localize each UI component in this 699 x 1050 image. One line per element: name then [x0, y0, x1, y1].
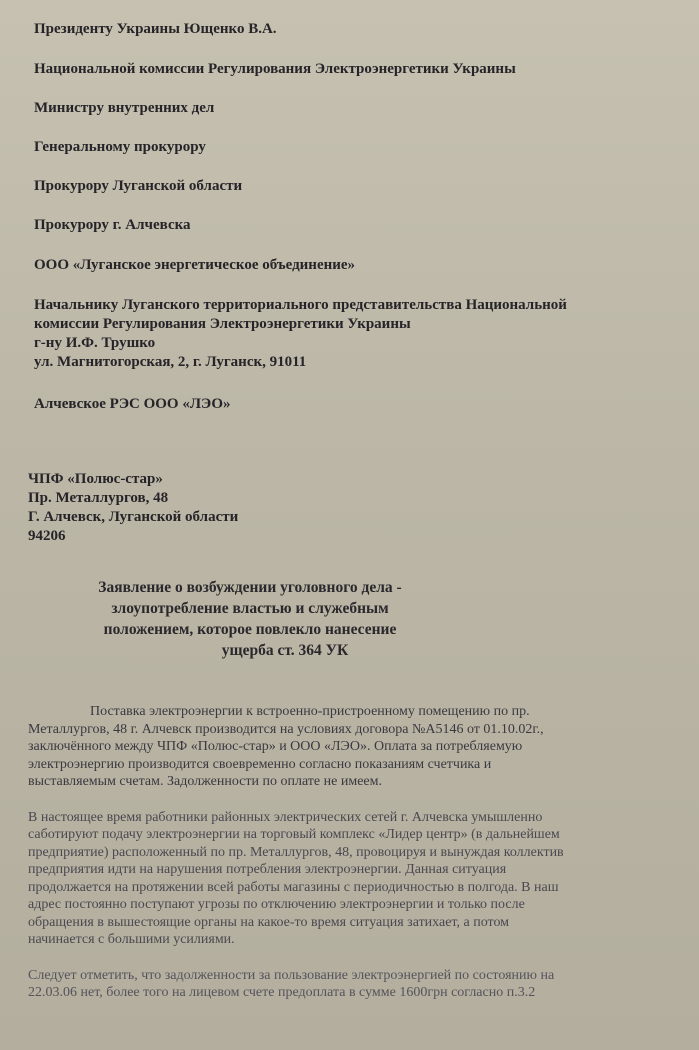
addressee-rep-line: комиссии Регулирования Электроэнергетики Украины	[34, 316, 411, 332]
paragraph-line: Следует отметить, что задолженности за пользование электроэнергией по состоянию на	[28, 967, 555, 983]
sender-block	[28, 470, 238, 546]
addressee-prosecutor-general: Генеральному прокурору	[34, 139, 206, 155]
addressee-rep-line: Начальнику Луганского территориального представительства Национальной	[34, 297, 567, 313]
paragraph-sabotage	[28, 809, 668, 949]
title-line: ущерба ст. 364 УК	[221, 642, 349, 659]
sender-city: Г. Алчевск, Луганской области	[28, 509, 239, 525]
paragraph-line: электроэнергию производится своевременно согласно показаниям счетчика и	[28, 756, 492, 772]
addressee-leo: ООО «Луганское энергетическое объединение»	[34, 257, 356, 273]
addressee-lugansk-representative	[34, 296, 567, 372]
paragraph-debt-note	[28, 967, 668, 1002]
sender-street: Пр. Металлургов, 48	[28, 490, 169, 506]
title-line: положением, которое повлекло нанесение	[103, 621, 397, 638]
document-body	[28, 703, 668, 1020]
paragraph-line: Поставка электроэнергии к встроенно-пристроенному помещению по пр.	[90, 704, 530, 719]
paragraph-line: выставляемым счетам. Задолженности по оплате не имеем.	[28, 774, 382, 789]
addressee-alchevsk-prosecutor: Прокурору г. Алчевска	[34, 217, 191, 233]
title-line: Заявление о возбуждении уголовного дела -	[98, 579, 402, 596]
paragraph-line: В настоящее время работники районных электрических сетей г. Алчевска умышленно	[28, 809, 543, 825]
paragraph-line: предприятие) расположенный по пр. Металлургов, 48, провоцируя и вынуждая коллектив	[28, 844, 564, 860]
paragraph-line: предприятия идти на нарушения потребления электроэнергии. Данная ситуация	[28, 862, 507, 877]
paragraph-line: продолжается на протяжении всей работы магазины с периодичностью в полгода. В наш	[28, 879, 559, 895]
document-title	[20, 577, 480, 661]
paragraph-line: Металлургов, 48 г. Алчевск производится на условиях договора №А5146 от 01.10.02г.,	[28, 721, 544, 737]
paragraph-line: 22.03.06 нет, более того на лицевом счете предоплата в сумме 1600грн согласно п.3.2	[28, 985, 536, 1000]
paragraph-line: начинается с большими усилиями.	[28, 932, 235, 947]
addressee-lugansk-prosecutor: Прокурору Луганской области	[34, 178, 243, 194]
paragraph-line: обращения в вышестоящие органы на какое-то время ситуация затихает, а потом	[28, 914, 510, 930]
title-line: злоупотребление властью и служебным	[111, 600, 389, 617]
addressee-rep-line: ул. Магнитогорская, 2, г. Луганск, 91011	[34, 354, 307, 370]
paragraph-line: саботируют подачу электроэнергии на торговый комплекс «Лидер центр» (в дальнейшем	[28, 827, 560, 842]
addressee-rep-line: г-ну И.Ф. Трушко	[34, 335, 156, 351]
addressee-president: Президенту Украины Ющенко В.А.	[34, 21, 277, 37]
sender-zip: 94206	[28, 528, 66, 544]
addressee-interior-minister: Министру внутренних дел	[34, 100, 215, 116]
paragraph-line: заключённого между ЧПФ «Полюс-стар» и ООО «ЛЭО». Оплата за потребляемую	[28, 739, 523, 754]
paragraph-line: адрес постоянно поступают угрозы по отключению электроэнергии и только после	[28, 897, 525, 912]
addressee-energy-commission: Национальной комиссии Регулирования Электроэнергетики Украины	[34, 61, 516, 77]
sender-name: ЧПФ «Полюс-стар»	[28, 471, 163, 487]
addressee-alchevsk-res: Алчевское РЭС ООО «ЛЭО»	[34, 396, 231, 412]
paragraph-supply	[28, 703, 668, 791]
